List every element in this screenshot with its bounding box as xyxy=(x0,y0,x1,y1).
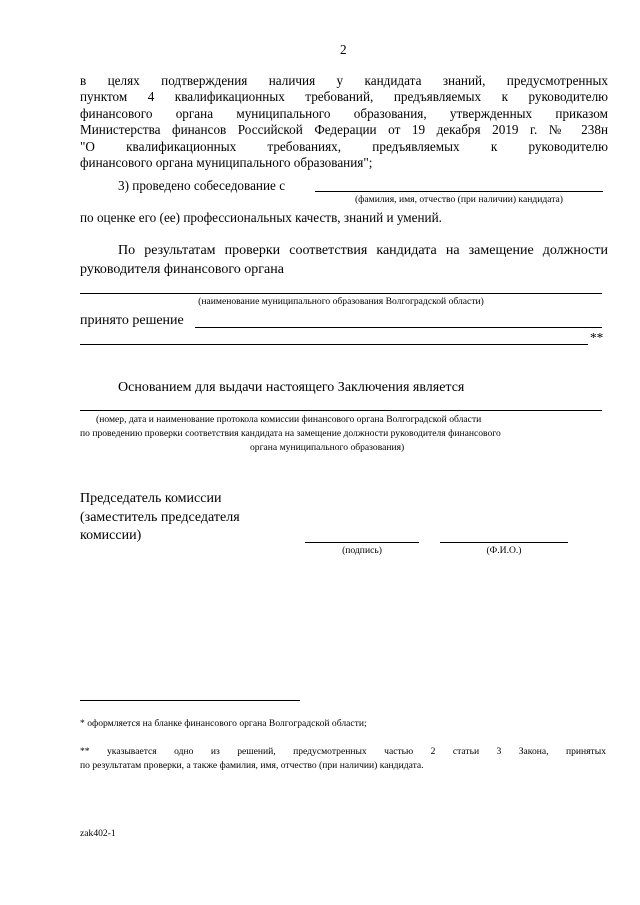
candidate-name-line xyxy=(315,191,603,192)
basis-heading: Основанием для выдачи настоящего Заключения является xyxy=(118,380,465,395)
signature-role-3: комиссии) xyxy=(80,528,142,543)
item3-continuation: по оценке его (ее) профессиональных качеств, знаний и умений. xyxy=(80,210,442,225)
basis-caption-1: (номер, дата и наименование протокола комиссии финансового органа Волгоградской области xyxy=(96,414,482,425)
decision-double-asterisk: ** xyxy=(590,330,604,345)
signature-role-2: (заместитель председателя xyxy=(80,510,240,525)
footnote-2-line-2: по результатам проверки, а также фамилия, имя, отчество (при наличии) кандидата. xyxy=(80,760,424,771)
signature-line xyxy=(305,542,419,543)
municipality-caption: (наименование муниципального образования Волгоградской области) xyxy=(198,296,484,307)
document-code: zak402-1 xyxy=(80,828,116,839)
intro-line-3: финансового органа муниципального образования, утвержденных приказом xyxy=(80,106,608,121)
basis-caption-2: по проведению проверки соответствия кандидата на замещение должности руководителя финансового xyxy=(80,428,501,439)
footnote-1: * оформляется на бланке финансового органа Волгоградской области; xyxy=(80,718,367,729)
intro-line-1: в целях подтверждения наличия у кандидата знаний, предусмотренных xyxy=(80,73,608,88)
item3-text: 3) проведено собеседование с xyxy=(118,178,286,193)
signature-caption: (подпись) xyxy=(342,545,382,556)
name-caption: (Ф.И.О.) xyxy=(486,545,522,556)
footnote-separator xyxy=(80,700,300,701)
basis-caption-3: органа муниципального образования) xyxy=(250,442,405,453)
name-line xyxy=(440,542,568,543)
decision-label: принято решение xyxy=(80,313,184,328)
decision-line-2 xyxy=(80,344,588,345)
footnote-2-line-1: ** указывается одно из решений, предусмотренных частью 2 статьи 3 Закона, принятых xyxy=(80,746,606,757)
intro-line-2: пунктом 4 квалификационных требований, предъявляемых к руководителю xyxy=(80,89,608,104)
page-number: 2 xyxy=(340,42,347,57)
candidate-name-caption: (фамилия, имя, отчество (при наличии) кандидата) xyxy=(354,194,564,205)
municipality-line xyxy=(80,293,602,294)
results-line-1: По результатам проверки соответствия кандидата на замещение должности xyxy=(118,243,608,258)
signature-role-1: Председатель комиссии xyxy=(80,491,222,506)
decision-line-1 xyxy=(195,327,602,328)
basis-line xyxy=(80,410,602,411)
results-line-2: руководителя финансового органа xyxy=(80,262,284,277)
intro-line-5: "О квалификационных требованиях, предъявляемых к руководителю xyxy=(80,139,608,154)
intro-line-6: финансового органа муниципального образования"; xyxy=(80,155,373,170)
intro-line-4: Министерства финансов Российской Федерации от 19 декабря 2019 г. № 238н xyxy=(80,122,608,137)
